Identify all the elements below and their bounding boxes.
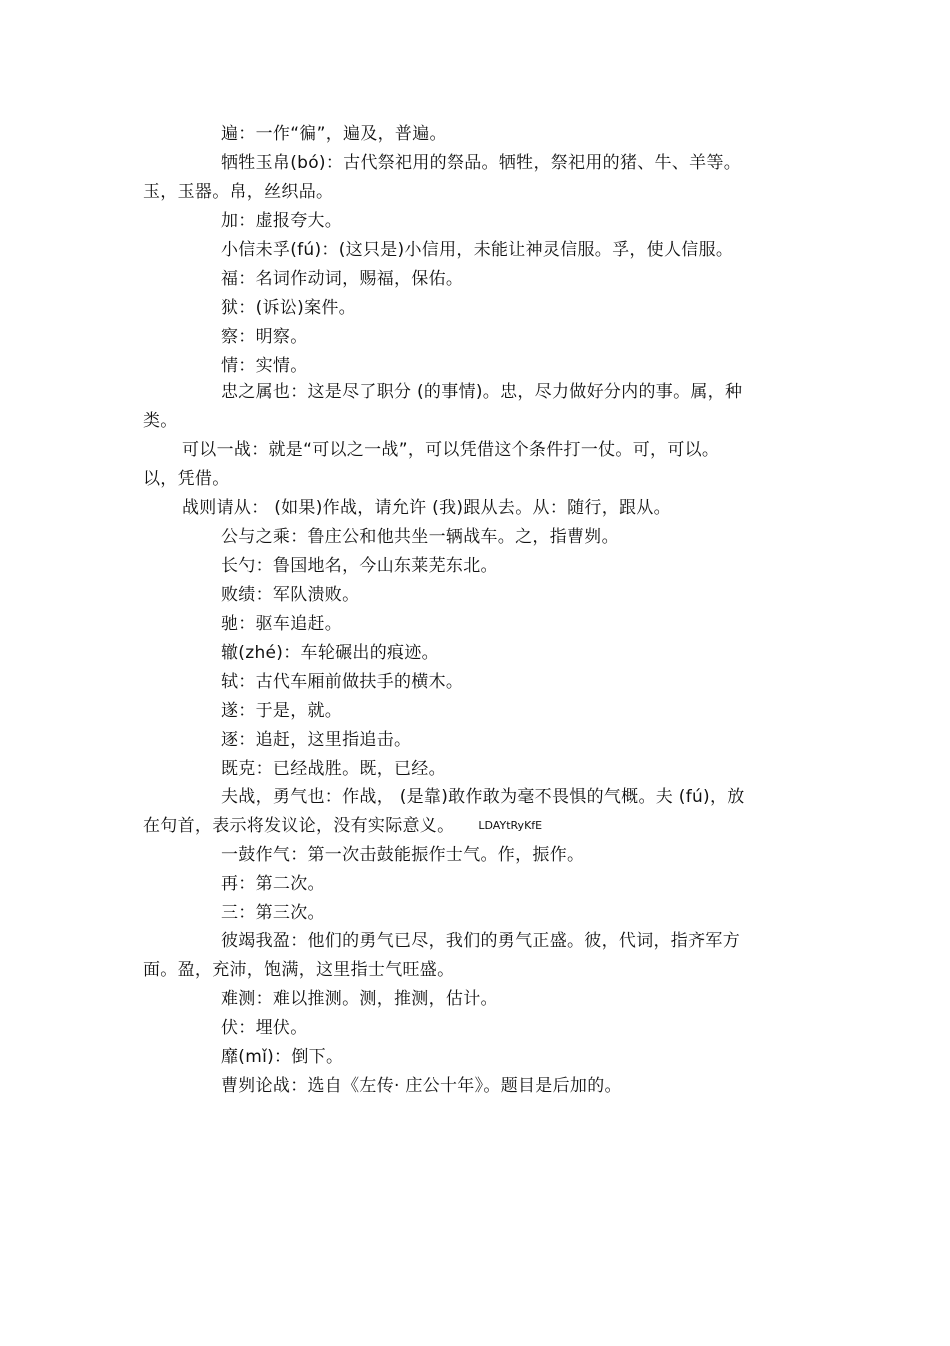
annotation-line: 曹刿论战：选自《左传· 庄公十年》。题目是后加的。 bbox=[221, 1076, 622, 1096]
annotation-text: 在句首，表示将发议论，没有实际意义。 bbox=[143, 816, 455, 836]
annotation-line: 加：虚报夸大。 bbox=[221, 211, 343, 231]
annotation-line: 战则请从： (如果)作战，请允许 (我)跟从去。从：随行，跟从。 bbox=[182, 498, 671, 518]
annotation-line: 玉，玉器。帛，丝织品。 bbox=[143, 182, 334, 202]
annotation-line: 靡(mǐ)：倒下。 bbox=[221, 1047, 344, 1067]
annotation-line: 情：实情。 bbox=[221, 356, 308, 376]
annotation-line: 类。 bbox=[143, 411, 178, 431]
annotation-line: 辙(zhé)：车轮碾出的痕迹。 bbox=[221, 643, 439, 663]
annotation-line: 轼：古代车厢前做扶手的横木。 bbox=[221, 672, 464, 692]
annotation-line: 遂：于是，就。 bbox=[221, 701, 343, 721]
annotation-line: 三：第三次。 bbox=[221, 903, 325, 923]
annotation-line: 小信未孚(fú)：(这只是)小信用，未能让神灵信服。孚，使人信服。 bbox=[221, 240, 734, 260]
annotation-line: 以，凭借。 bbox=[143, 469, 230, 489]
annotation-line: 既克：已经战胜。既，已经。 bbox=[221, 759, 446, 779]
annotation-line: 夫战，勇气也：作战， (是靠)敢作敢为毫不畏惧的气概。夫 (fú)，放 bbox=[221, 787, 745, 807]
annotation-line: 彼竭我盈：他们的勇气已尽，我们的勇气正盛。彼，代词，指齐军方 bbox=[221, 931, 740, 951]
annotation-line: 狱：(诉讼)案件。 bbox=[221, 298, 356, 318]
annotation-line: 遍：一作“徧”，遍及，普遍。 bbox=[221, 124, 447, 144]
annotation-line: 面。盈，充沛，饱满，这里指士气旺盛。 bbox=[143, 960, 455, 980]
annotation-line bbox=[143, 815, 542, 837]
annotation-line: 忠之属也：这是尽了职分 (的事情)。忠，尽力做好分内的事。属，种 bbox=[221, 382, 743, 402]
annotation-line: 难测：难以推测。测，推测，估计。 bbox=[221, 989, 498, 1009]
annotation-line: 公与之乘：鲁庄公和他共坐一辆战车。之，指曹刿。 bbox=[221, 527, 619, 547]
annotation-line: 一鼓作气：第一次击鼓能振作士气。作，振作。 bbox=[221, 845, 585, 865]
annotation-line: 再：第二次。 bbox=[221, 874, 325, 894]
annotation-line: 牺牲玉帛(bó)：古代祭祀用的祭品。牺牲，祭祀用的猪、牛、羊等。 bbox=[221, 153, 742, 173]
watermark-code: LDAYtRyKfE bbox=[478, 819, 543, 832]
annotation-line: 察：明察。 bbox=[221, 327, 308, 347]
annotation-line: 长勺：鲁国地名，今山东莱芜东北。 bbox=[221, 556, 498, 576]
annotation-line: 驰：驱车追赶。 bbox=[221, 614, 343, 634]
annotation-line: 可以一战：就是“可以之一战”，可以凭借这个条件打一仗。可，可以。 bbox=[182, 440, 720, 460]
annotation-line: 逐：追赶，这里指追击。 bbox=[221, 730, 412, 750]
annotation-line: 伏：埋伏。 bbox=[221, 1018, 308, 1038]
annotation-line: 福：名词作动词，赐福，保佑。 bbox=[221, 269, 464, 289]
annotation-line: 败绩：军队溃败。 bbox=[221, 585, 360, 605]
